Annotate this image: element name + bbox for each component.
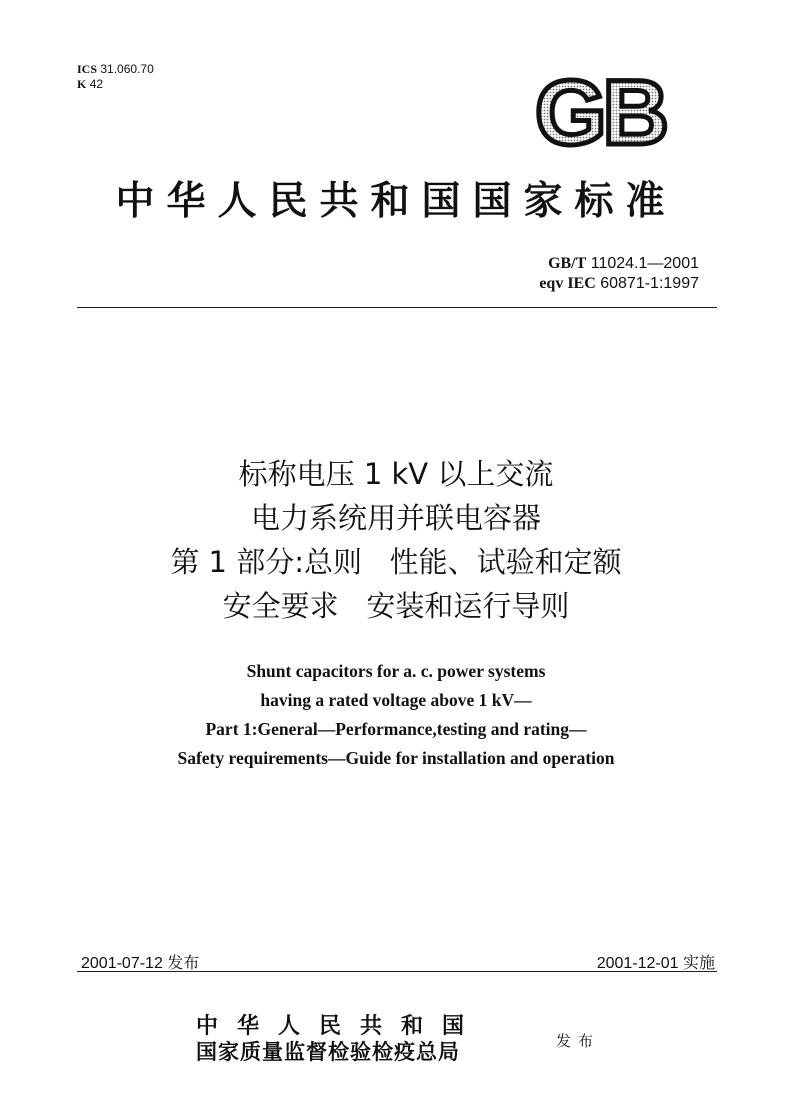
chinese-title-line: 标称电压 1 kV 以上交流 xyxy=(238,457,554,491)
chinese-title-line: 安全要求 安装和运行导则 xyxy=(222,589,570,623)
english-title-line: having a rated voltage above 1 kV— xyxy=(260,690,532,710)
issuer-line-2: 国家质量监督检验检疫总局 xyxy=(196,1039,460,1064)
k-label: K xyxy=(77,77,87,91)
issuer-block xyxy=(196,1013,483,1065)
english-title xyxy=(0,657,792,773)
chinese-title-line: 第 1 部分:总则 性能、试验和定额 xyxy=(170,545,622,579)
chinese-title-line: 电力系统用并联电容器 xyxy=(250,501,541,535)
top-divider xyxy=(77,307,717,308)
gb-logo-text: GB xyxy=(535,70,665,150)
issue-date: 2001-07-12 发布 xyxy=(81,955,200,972)
k-line xyxy=(77,77,154,92)
gb-logo xyxy=(528,70,672,150)
eqv-label: eqv IEC xyxy=(539,275,596,292)
eqv-number: 60871-1:1997 xyxy=(600,275,699,292)
bottom-divider xyxy=(77,971,717,972)
publish-label: 发布 xyxy=(556,1032,601,1050)
gbt-line xyxy=(539,254,699,274)
issuer-line-1: 中华人民共和国 xyxy=(196,1013,484,1039)
standard-code xyxy=(539,254,699,294)
k-value: 42 xyxy=(89,77,104,91)
english-title-line: Part 1:General—Performance,testing and rating— xyxy=(205,719,587,739)
ics-label: ICS xyxy=(77,62,98,76)
eqv-line xyxy=(539,274,699,294)
classification-block xyxy=(77,62,154,92)
english-title-line: Safety requirements—Guide for installation and operation xyxy=(177,748,615,768)
standard-title: 中华人民共和国国家标准 xyxy=(115,178,677,224)
english-title-line: Shunt capacitors for a. c. power systems xyxy=(246,661,546,681)
gbt-label: GB/T xyxy=(548,255,587,272)
chinese-title xyxy=(0,452,792,628)
ics-line xyxy=(77,62,154,77)
implement-date: 2001-12-01 实施 xyxy=(596,955,715,972)
gbt-number: 11024.1—2001 xyxy=(590,255,699,272)
ics-value: 31.060.70 xyxy=(100,62,154,76)
